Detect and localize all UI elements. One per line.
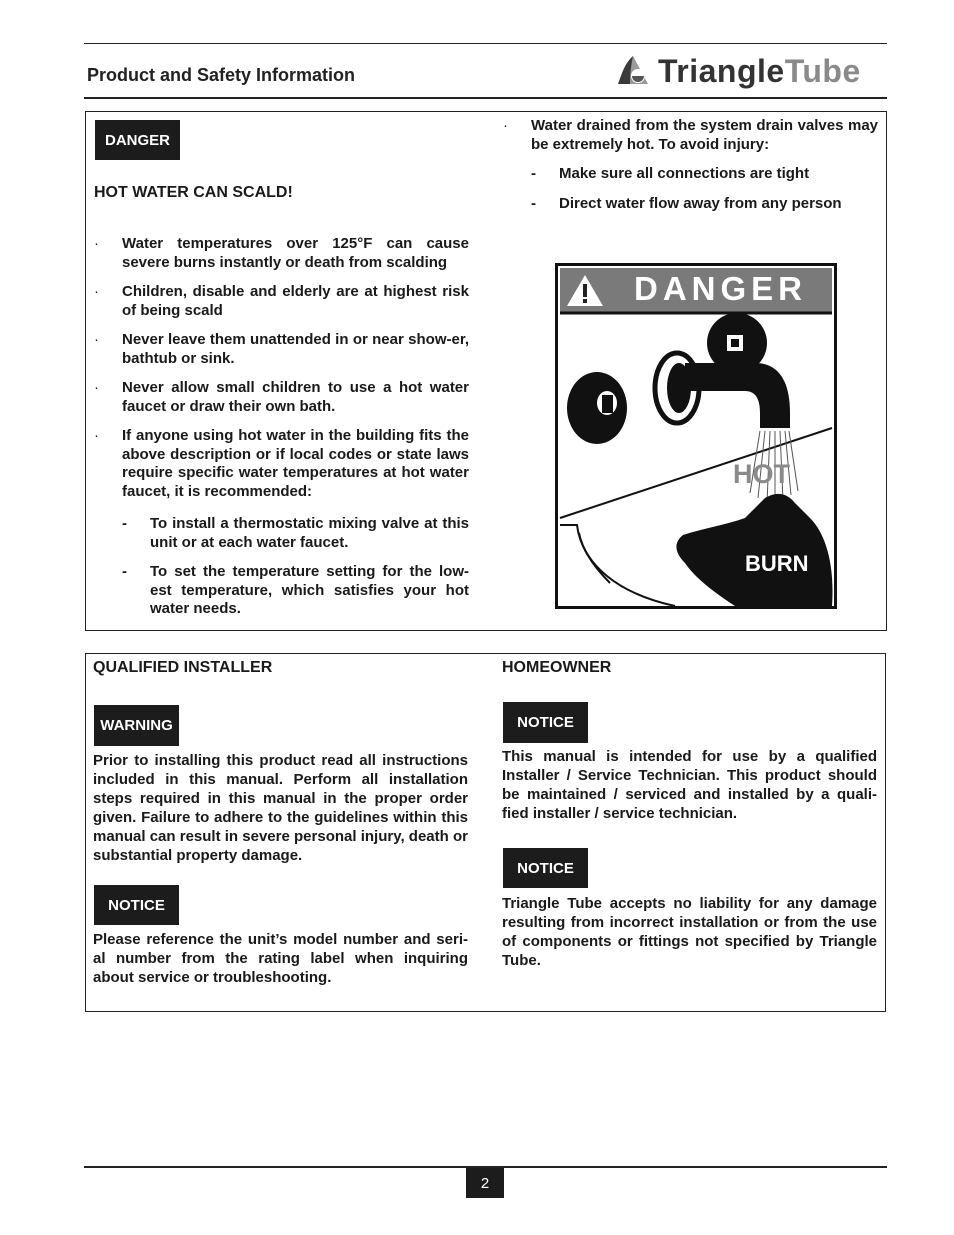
triangle-tube-logo-icon <box>616 54 650 88</box>
page-title: Product and Safety Information <box>87 65 356 85</box>
burn-label: BURN <box>745 551 809 576</box>
warning-label: WARNING <box>94 705 179 746</box>
header-top-rule <box>84 43 887 44</box>
danger-bullet-list <box>94 235 469 512</box>
warning-text: Prior to installing this product read all instructions included in this manual. Perform all installation steps required in this manual in the proper order given. Failure to adhere to the guidelines within this manual can result in severe personal injury, death or substantial property damage. <box>93 752 468 864</box>
right-faucet-handle-icon <box>707 313 767 373</box>
list-item: - Make sure all connections are tight <box>531 165 810 182</box>
homeowner-notice-label-1: NOTICE <box>503 702 588 743</box>
logo-text-tube: Tube <box>784 53 861 89</box>
drain-bullet-list <box>503 117 878 165</box>
list-item: - To install a thermostatic mixing valve at this unit or at each water faucet. <box>122 515 469 551</box>
header-bottom-rule <box>84 97 887 99</box>
installer-notice-label: NOTICE <box>94 885 179 925</box>
homeowner-notice-label-2: NOTICE <box>503 848 588 888</box>
logo-text-triangle: Triangle <box>658 53 785 89</box>
danger-sub-bullet-list <box>122 515 469 630</box>
homeowner-notice-text-2: Triangle Tube accepts no liability for any damage resulting from incorrect installation or from the use of components or fittings not specified by Triangle Tube. <box>502 895 877 969</box>
list-item: - To set the temperature setting for the low-est temperature, which satisfies your hot water needs. <box>122 563 469 617</box>
hot-label: HOT <box>733 459 790 489</box>
homeowner-heading: HOMEOWNER <box>502 659 612 676</box>
list-item: · Never leave them unattended in or near show-er, bathtub or sink. <box>94 331 469 367</box>
list-item: · If anyone using hot water in the building fits the above description or if local codes or state laws require specific water temperatures at hot water faucet, it is recommended: <box>94 427 469 500</box>
brand-logo <box>616 54 861 88</box>
list-item: · Water drained from the system drain valves may be extremely hot. To avoid injury: <box>503 117 878 153</box>
list-item: · Children, disable and elderly are at highest risk of being scald <box>94 283 469 319</box>
qualified-installer-heading: QUALIFIED INSTALLER <box>93 659 273 676</box>
danger-sign-title: DANGER <box>634 270 808 307</box>
left-faucet-handle-icon <box>567 372 627 444</box>
list-item: · Never allow small children to use a hot water faucet or draw their own bath. <box>94 379 469 415</box>
drain-sub-bullet-list <box>531 165 878 224</box>
page-number: 2 <box>466 1168 504 1198</box>
list-item: - Direct water flow away from any person <box>531 194 842 212</box>
homeowner-notice-text-1: This manual is intended for use by a qualified Installer / Service Technician. This product should be maintained / serviced and installed by a quali-fied installer / service technician. <box>502 748 877 822</box>
installer-notice-text: Please reference the unit’s model number and seri-al number from the rating label when inquiring about service or troubleshooting. <box>93 931 468 986</box>
hot-water-burn-danger-sign <box>555 263 837 609</box>
danger-label: DANGER <box>95 120 180 160</box>
list-item: · Water temperatures over 125°F can cause severe burns instantly or death from scalding <box>94 235 469 271</box>
danger-heading: HOT WATER CAN SCALD! <box>94 184 293 201</box>
